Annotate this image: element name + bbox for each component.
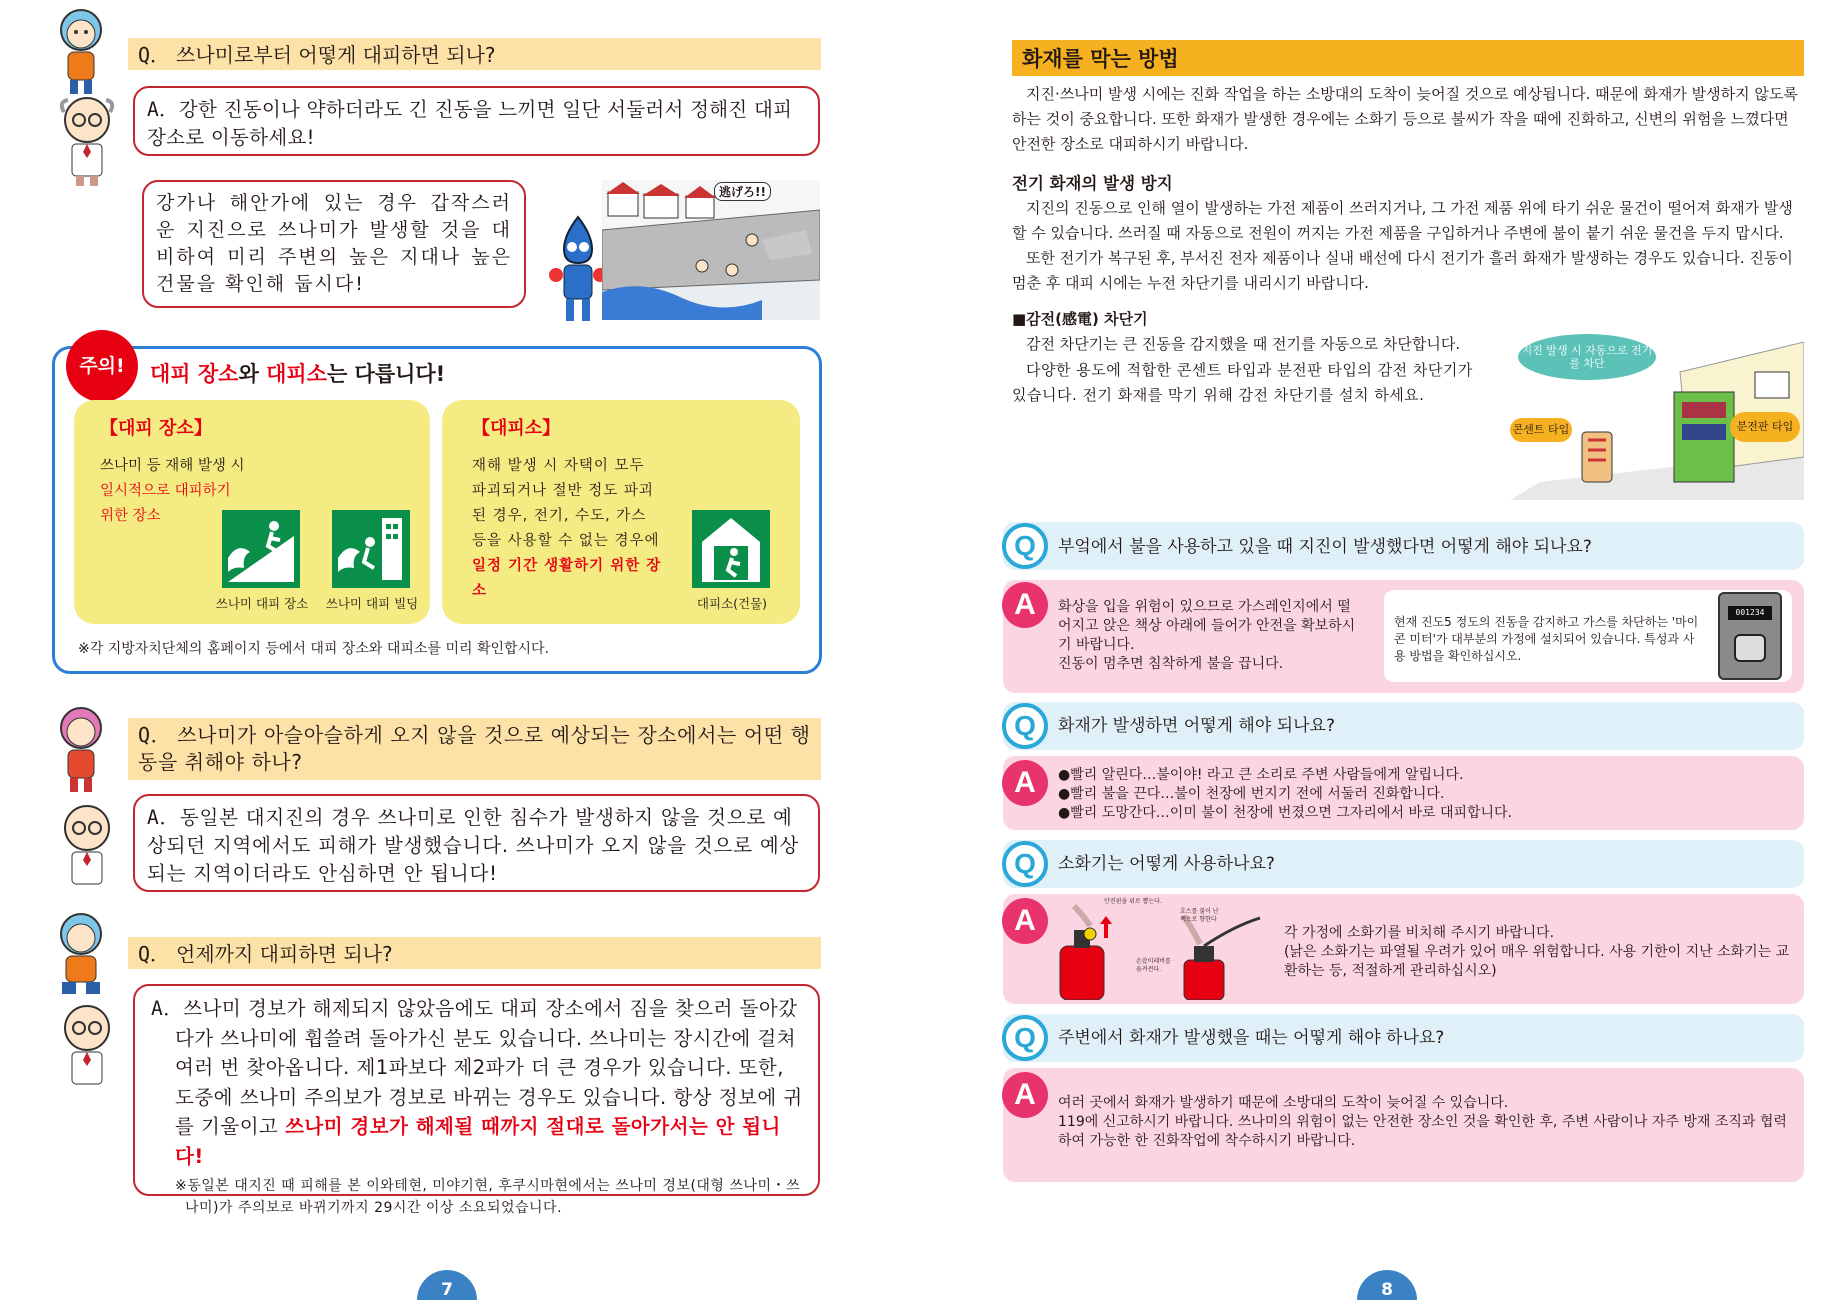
speech-text: 강가나 해안가에 있는 경우 갑작스러운 지진으로 쓰나미가 발생할 것을 대비하여 미리 주변의 높은 지대나 높은 건물을 확인해 둡시다! bbox=[156, 192, 512, 295]
page-number-text: 7 bbox=[441, 1280, 453, 1300]
answer-text: 강한 진동이나 약하더라도 긴 진동을 느끼면 일단 서둘러서 정해진 대피 장소로 이동하세요! bbox=[147, 98, 793, 149]
step1-text: 안전핀을 위로 뽑는다. bbox=[1104, 898, 1162, 905]
breaker-heading-text: ■감전(感電) 차단기 bbox=[1012, 310, 1148, 328]
a-icon bbox=[1002, 1072, 1048, 1118]
gas-meter-image bbox=[1718, 592, 1782, 680]
q-icon bbox=[1002, 841, 1048, 887]
question-1 bbox=[128, 38, 821, 70]
a-mark: A bbox=[1014, 904, 1036, 937]
breaker-bubble bbox=[1518, 334, 1656, 380]
breaker-illustration bbox=[1510, 332, 1804, 500]
q-icon bbox=[1002, 523, 1048, 569]
answer-text: 쓰나미 경보가 해제되지 않았음에도 대피 장소에서 짐을 찾으러 돌아갔다가 쓰나미에 휩쓸려 돌아가신 분도 있습니다. 쓰나미는 장시간에 걸쳐 여러 번 찾아옵니다. 제1파보다 제2파가 더 큰 경우가 있습니다. 또한, 도중에 쓰나미 주의보가 경보로 바뀌는 경우도 있습니다. 항상 정보에 귀를 기울이고 bbox=[175, 997, 803, 1138]
meter-info-text: 현재 진도5 정도의 진동을 감지하고 가스를 차단하는 '마이콘 미터'가 대부분의 가정에 설치되어 있습니다. 특성과 사용 방법을 확인하십시오. bbox=[1394, 615, 1699, 663]
section-title bbox=[1012, 40, 1804, 76]
boy-character bbox=[50, 912, 112, 1000]
tsunami-evac-building-sign bbox=[332, 510, 410, 588]
q-label: Q． bbox=[138, 723, 172, 747]
intro-text: 지진·쓰나미 발생 시에는 진화 작업을 하는 소방대의 도착이 늦어질 것으로 예상됩니다. 때문에 화재가 발생하지 않도록 하는 것이 중요합니다. 또한 화재가 발생한 경우에는 소화기 등으로 불씨가 작을 때에 진화하고, 신변의 위험을 느꼈다면 안전한 장소로 대피하시기 바랍니다. bbox=[1012, 85, 1798, 153]
q-label: Q． bbox=[138, 43, 171, 67]
answer-note: ※동일본 대지진 때 피해를 본 이와테현, 미야기현, 후쿠시마현에서는 쓰나미 경보(대형 쓰나미・쓰나미)가 주의보로 바뀌기까지 29시간 이상 소요되었습니다. bbox=[175, 1178, 801, 1216]
title-evac-place: 대피 장소 bbox=[150, 362, 239, 386]
question-text: 언제까지 대피하면 되나? bbox=[176, 942, 393, 966]
caution-title bbox=[150, 358, 445, 388]
q-icon bbox=[1002, 1015, 1048, 1061]
answer-1 bbox=[133, 86, 820, 156]
q-mark: Q bbox=[1014, 710, 1036, 741]
page-number-8 bbox=[1357, 1270, 1417, 1300]
panel-type-label bbox=[1730, 412, 1800, 442]
question-2 bbox=[128, 718, 821, 780]
breaker-bubble-text: 지진 발생 시 자동으로 전기를 차단 bbox=[1521, 344, 1653, 370]
shelter-building-sign bbox=[692, 510, 770, 588]
caution-footnote: ※각 지방자치단체의 홈페이지 등에서 대피 장소와 대피소를 미리 확인합시다. bbox=[78, 641, 550, 657]
qa2-answer: ●빨리 알린다…불이야! 라고 큰 소리로 주변 사람들에게 알립니다. ●빨리 불을 끈다…불이 천장에 번지기 전에 서둘러 진화합니다. ●빨리 도망간다…이미 불이 천장에 번졌으면 그자리에서 바로 대피합니다. bbox=[1058, 767, 1513, 821]
outlet-type-text: 콘센트 타입 bbox=[1512, 423, 1570, 436]
shout-text: 逃げろ!! bbox=[714, 182, 771, 201]
elec-paragraph-2: 또한 전기가 복구된 후, 부서진 전자 제품이나 실내 배선에 다시 전기가 흘러 화재가 발생하는 경우도 있습니다. 진동이 멈춘 후 대피 시에는 누전 차단기를 내리시기 바랍니다. bbox=[1012, 249, 1793, 292]
answer-text: 동일본 대지진의 경우 쓰나미로 인한 침수가 발생하지 않을 것으로 예상되던 지역에서도 피해가 발생했습니다. 쓰나미가 오지 않을 것으로 예상되는 지역이더라도 안심하면 안 됩니다! bbox=[147, 806, 800, 885]
shelter-text bbox=[472, 454, 662, 604]
question-text: 쓰나미가 아슬아슬하게 오지 않을 것으로 예상되는 장소에서는 어떤 행동을 취해야 하나? bbox=[138, 723, 811, 774]
a-mark: A bbox=[1014, 1078, 1036, 1111]
tsunami-illustration bbox=[602, 180, 820, 320]
a-icon bbox=[1002, 582, 1048, 628]
mascot-character bbox=[548, 215, 608, 325]
extinguisher-illustration bbox=[1054, 896, 1264, 1000]
professor-character bbox=[52, 92, 122, 188]
answer-3 bbox=[133, 984, 820, 1216]
shelter-desc: 재해 발생 시 자택이 모두 파괴되거나 절반 정도 파괴된 경우, 전기, 수도, 가스 등을 사용할 수 없는 경우에 bbox=[472, 458, 660, 549]
q-label: Q． bbox=[138, 942, 171, 966]
professor-character-3 bbox=[52, 1000, 122, 1096]
a-icon bbox=[1002, 898, 1048, 944]
qa1-answer: 화상을 입을 위험이 있으므로 가스레인지에서 떨어지고 앉은 책상 아래에 들어가 안전을 확보하시기 바랍니다. 진동이 멈추면 침착하게 불을 끕니다. bbox=[1058, 599, 1356, 672]
meter-button bbox=[1734, 634, 1766, 662]
a-label: A． bbox=[147, 806, 180, 829]
breaker-paragraph-1: 감전 차단기는 큰 진동을 감지했을 때 전기를 자동으로 차단합니다. bbox=[1026, 335, 1461, 353]
title-end: 는 다릅니다! bbox=[326, 362, 446, 386]
a-label: A． bbox=[147, 98, 179, 121]
q-mark: Q bbox=[1014, 1022, 1036, 1053]
sign1-label: 쓰나미 대피 장소 bbox=[215, 596, 309, 611]
evac-place-title: 【대피 장소】 bbox=[100, 418, 212, 439]
qa4-answer: 여러 곳에서 화재가 발생하기 때문에 소방대의 도착이 늦어질 수 있습니다. 119에 신고하시기 바랍니다. 쓰나미의 위험이 없는 안전한 장소인 것을 확인한 후, 주변 사람이나 자주 방재 조직과 협력하여 가능한 한 진화작업에 착수하시기 바랍니다. bbox=[1058, 1095, 1787, 1149]
sign2-label: 쓰나미 대피 빌딩 bbox=[325, 596, 419, 611]
answer-2 bbox=[133, 794, 820, 892]
meter-display-text: 001234 bbox=[1735, 608, 1765, 617]
q-mark: Q bbox=[1014, 848, 1036, 879]
a-icon bbox=[1002, 760, 1048, 806]
sign3-label: 대피소(건물) bbox=[696, 596, 768, 611]
professor-character-2 bbox=[52, 800, 122, 896]
step2-text: 호스를 불이 난 쪽으로 향한다 bbox=[1180, 908, 1219, 923]
a-mark: A bbox=[1014, 766, 1036, 799]
elec-heading: 전기 화재의 발생 방지 bbox=[1012, 174, 1173, 193]
evac-place-line3: 위한 장소 bbox=[100, 508, 161, 524]
section-title-text: 화재를 막는 방법 bbox=[1022, 47, 1179, 71]
meter-display bbox=[1728, 606, 1772, 620]
q-mark: Q bbox=[1014, 530, 1036, 561]
answer-red-text: 쓰나미 경보가 해제될 때까지 절대로 돌아가서는 안 됩니다! bbox=[175, 1115, 781, 1168]
evac-place-line2: 일시적으로 대피하기 bbox=[100, 483, 231, 499]
intro-paragraph bbox=[1012, 82, 1804, 157]
panel-type-text: 분전판 타입 bbox=[1736, 420, 1794, 433]
shelter-title: 【대피소】 bbox=[472, 418, 561, 439]
speech-bubble bbox=[142, 180, 526, 308]
evac-place-line1: 쓰나미 등 재해 발생 시 bbox=[100, 458, 245, 474]
page-number-7 bbox=[417, 1270, 477, 1300]
breaker-heading bbox=[1012, 308, 1148, 329]
qa3-answer: 각 가정에 소화기를 비치해 주시기 바랍니다. (낡은 소화기는 파열될 우려가 있어 매우 위험합니다. 사용 기한이 지난 소화기는 교환하는 등, 적절하게 관리하십시오) bbox=[1284, 925, 1790, 979]
qa1-question: 부엌에서 불을 사용하고 있을 때 지진이 발생했다면 어떻게 해야 되나요? bbox=[1058, 537, 1592, 557]
qa3-question: 소화기는 어떻게 사용하나요? bbox=[1058, 854, 1275, 874]
title-shelter: 대피소 bbox=[266, 362, 327, 386]
page-number-text: 8 bbox=[1381, 1280, 1393, 1300]
a-label: A． bbox=[151, 997, 184, 1020]
caution-badge-text: 주의! bbox=[79, 355, 125, 377]
outlet-type-label bbox=[1510, 418, 1572, 442]
question-text: 쓰나미로부터 어떻게 대피하면 되나? bbox=[176, 43, 496, 67]
breaker-paragraph-2: 다양한 용도에 적합한 콘센트 타입과 분전판 타입의 감전 차단기가 있습니다. 전기 화재를 막기 위해 감전 차단기를 설치 하세요. bbox=[1012, 361, 1473, 404]
elec-paragraph-1: 지진의 진동으로 인해 열이 발생하는 가전 제품이 쓰러지거나, 그 가전 제품 위에 타기 쉬운 물건이 떨어져 화재가 발생할 수 있습니다. 쓰러질 때 자동으로 전원이 꺼지는 가전 제품을 구입하거나 주변에 불이 붙기 쉬운 물건을 두지 맙시다. bbox=[1012, 199, 1793, 242]
a-mark: A bbox=[1014, 588, 1036, 621]
q-icon bbox=[1002, 703, 1048, 749]
step3-text: 손잡이레버를 움켜쥔다. bbox=[1136, 958, 1171, 973]
caution-badge bbox=[66, 330, 138, 402]
girl-character-2 bbox=[50, 706, 112, 794]
tsunami-evac-area-sign bbox=[222, 510, 300, 588]
qa4-question: 주변에서 화재가 발생했을 때는 어떻게 해야 하나요? bbox=[1058, 1028, 1445, 1048]
shelter-red: 일정 기간 생활하기 위한 장소 bbox=[472, 558, 662, 599]
title-join: 와 bbox=[238, 362, 267, 386]
question-3 bbox=[128, 937, 821, 969]
qa2-question: 화재가 발생하면 어떻게 해야 되나요? bbox=[1058, 716, 1335, 736]
girl-character bbox=[50, 8, 112, 96]
